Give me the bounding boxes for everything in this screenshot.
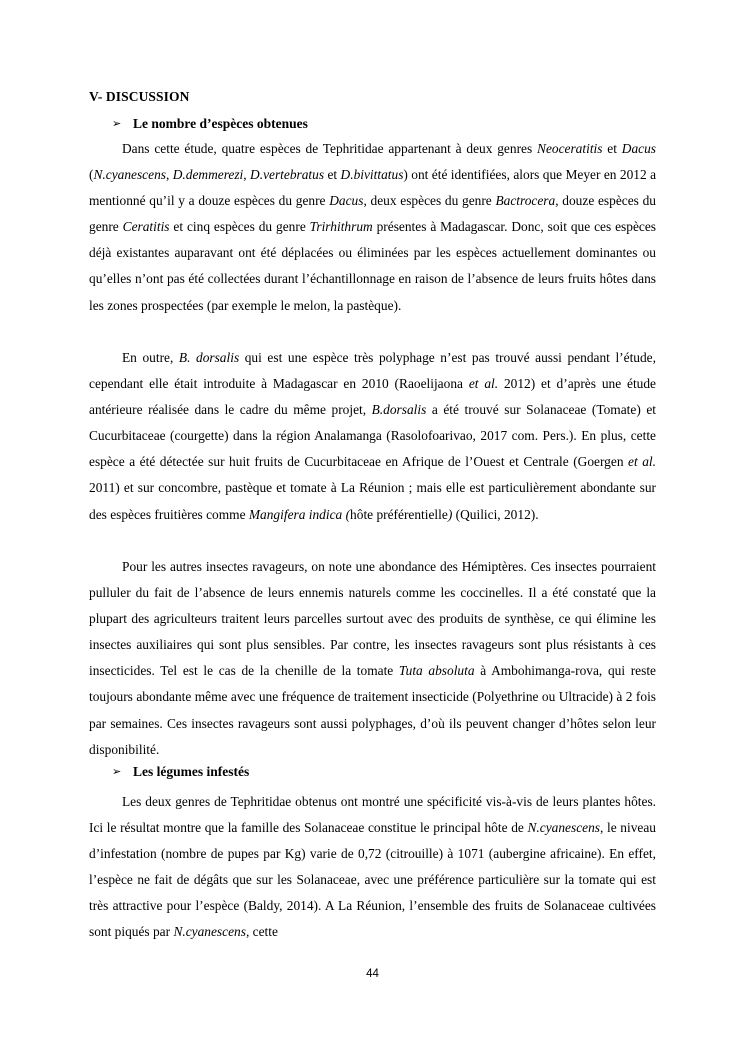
- text-run: présentes à Madagascar. Donc, soit que ces espèces déjà existantes auparavant ont été déplacées ou éliminées par les espèces actuellement dominantes ou qu’elles n’ont pas été collectées durant l’échantillonnage en raison de l’absence de leurs fruits hôtes dans les zones prospectées (par exemple le melon, la pastèque).: [89, 219, 656, 313]
- arrow-bullet-icon: ➢: [112, 117, 122, 130]
- italic-run: et al.: [468, 376, 499, 392]
- subheading-infested-vegetables: [112, 764, 249, 780]
- text-run: , deux espèces du genre: [363, 193, 496, 209]
- italic-run: Trirhithrum: [309, 219, 373, 235]
- text-run: et: [324, 167, 341, 183]
- italic-run: B. dorsalis: [178, 350, 240, 365]
- italic-run: Bactrocera: [495, 193, 556, 209]
- text-run: 2011) et sur concombre, pastèque et tomate à La Réunion ; mais elle est particulièrement abondante sur des espèces fruitières comme: [89, 480, 656, 522]
- paragraph-species: [89, 136, 656, 319]
- text-run: qui est une espèce très polyphage n’est pas trouvé aussi pendant l’étude, cependant elle était introduite à Madagascar en 2010 (Raoelijaona: [89, 350, 656, 392]
- text-run: a été trouvé sur Solanaceae (Tomate) et Cucurbitaceae (courgette) dans la région Analamanga (Rasolofoarivao, 2017 com. Pers.). En plus, cette espèce a été détectée sur huit fruits de Cucurbitaceae en Afrique de l’Ouest et Centrale (Goergen: [89, 402, 656, 470]
- italic-run: Neoceratitis: [537, 141, 603, 156]
- italic-run: N.cyanescens: [93, 167, 166, 183]
- italic-run: et al.: [628, 454, 656, 470]
- text-run: 2012) et d’après une étude antérieure réalisée dans le cadre du même projet,: [89, 376, 656, 418]
- italic-run: N.cyanescens,: [173, 924, 250, 940]
- italic-run: D.bivittatus: [340, 167, 404, 183]
- text-run: hôte préférentielle: [350, 506, 448, 522]
- page-number: 44: [366, 968, 379, 980]
- text-run: cette: [249, 924, 278, 940]
- italic-run: D.demmerezi: [172, 167, 244, 183]
- text-run: , le niveau d’infestation (nombre de pupes par Kg) varie de 0,72 (citrouille) à 1071 (aubergine africaine). En effet, l’espèce ne fait de dégâts que sur les Solanaceae, avec une préférence particulière sur la tomate qui est très attractive pour l’espèce (Baldy, 2014). A La Réunion, l’ensemble des fruits de Solanaceae cultivées sont piqués par: [89, 820, 656, 940]
- text-run: , douze espèces du genre: [89, 193, 656, 235]
- text-run: Dans cette étude, quatre espèces de Tephritidae appartenant à deux genres: [122, 141, 538, 156]
- subheading-text: Le nombre d’espèces obtenues: [133, 116, 308, 131]
- text-run: et cinq espèces du genre: [169, 219, 310, 235]
- italic-run: Dacus: [621, 141, 656, 156]
- italic-run: Mangifera indica (: [248, 506, 351, 522]
- section-heading: V- DISCUSSION: [89, 89, 190, 104]
- paragraph-b-dorsalis: [89, 345, 656, 528]
- text-run: En outre,: [122, 350, 179, 365]
- text-run: (: [89, 167, 94, 183]
- text-run: ,: [165, 167, 173, 183]
- italic-run: Ceratitis: [122, 219, 170, 235]
- text-run: à Ambohimanga-rova, qui reste toujours abondante même avec une fréquence de traitement insecticide (Polyethrine ou Ultracide) à 2 fois par semaines. Ces insectes ravageurs sont aussi polyphages, d’où ils peuvent changer d’hôtes selon leur disponibilité.: [89, 663, 657, 757]
- italic-run: N.cyanescens: [527, 820, 600, 836]
- italic-run: Tuta absoluta: [398, 663, 475, 679]
- text-run: ) ont été identifiées, alors que Meyer en 2012 a mentionné qu’il y a douze espèces du genre: [89, 167, 657, 209]
- text-run: Les deux genres de Tephritidae obtenus ont montré une spécificité vis-à-vis de leurs plantes hôtes. Ici le résultat montre que la famille des Solanaceae constitue le principal hôte de: [89, 794, 656, 836]
- subheading-species-count: [112, 116, 308, 132]
- arrow-bullet-icon: ➢: [112, 765, 122, 778]
- italic-run: ): [447, 506, 453, 522]
- italic-run: B.dorsalis: [371, 402, 427, 418]
- italic-run: D.vertebratus: [250, 167, 325, 183]
- subheading-text: Les légumes infestés: [133, 764, 250, 779]
- paragraph-other-pests: [89, 554, 656, 763]
- text-run: Pour les autres insectes ravageurs, on note une abondance des Hémiptères. Ces insectes pourraient pulluler du fait de l’absence de leurs ennemis naturels comme les coccinelles. Il a été constaté que la plupart des agriculteurs traitent leurs parcelles surtout avec des produits de synthèse, ce qui élimine les insectes auxiliaires qui sont plus sensibles. Par contre, les insectes ravageurs sont plus résistants à ces insecticides. Tel est le cas de la chenille de la tomate: [89, 559, 656, 679]
- paragraph-host-plants: [89, 789, 656, 946]
- italic-run: Dacus: [329, 193, 364, 209]
- text-run: et: [602, 141, 622, 156]
- text-run: (Quilici, 2012).: [452, 506, 539, 522]
- text-run: ,: [243, 167, 251, 183]
